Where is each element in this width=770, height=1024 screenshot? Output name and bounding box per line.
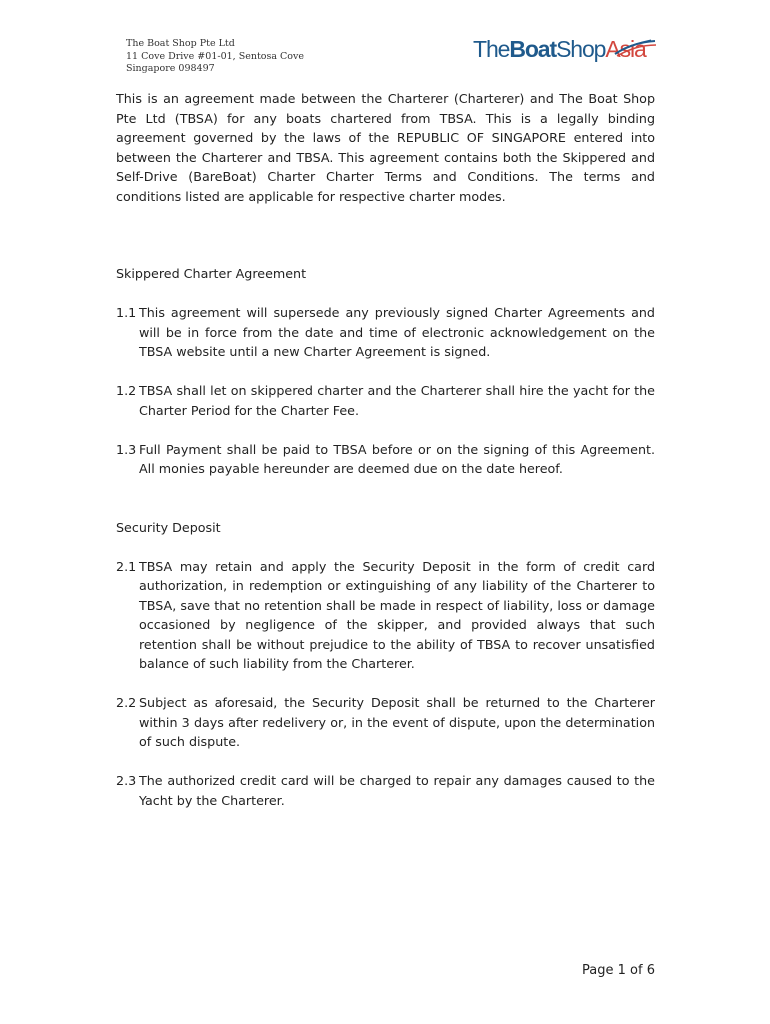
clause-text: TBSA may retain and apply the Security Deposit in the form of credit card authorization, in redemption or extinguishing of any liability of the Charterer to TBSA, save that no retention shall be made in respect of liability, loss or damage occasioned by negligence of the skipper, and provided always that such retention shall be without prejudice to the ability of TBSA to recover unsatisfied balance of such liability from the Charterer. xyxy=(139,558,655,671)
clause-2-2 xyxy=(116,693,655,752)
section-heading-skippered: Skippered Charter Agreement xyxy=(116,266,307,281)
logo-word-shop: Shop xyxy=(556,36,606,62)
clause-number: 1.1 xyxy=(116,305,137,320)
clause-1-2 xyxy=(116,381,655,420)
logo-word-asia: Asia xyxy=(605,36,646,62)
clause-number: 1.3 xyxy=(116,441,137,457)
clause-1-3 xyxy=(116,440,655,479)
agreement-body xyxy=(116,89,655,810)
logo-word-boat: Boat xyxy=(509,36,557,62)
company-address-block xyxy=(126,38,304,76)
clause-2-1 xyxy=(116,557,655,674)
clause-text: Full Payment shall be paid to TBSA before or on the signing of this Agreement. All monies payable hereunder are deemed due on the date hereof. xyxy=(139,441,655,476)
company-logo xyxy=(473,34,659,68)
clause-text: The authorized credit card will be charged to repair any damages caused to the Yacht by the Charterer. xyxy=(139,773,655,808)
intro-paragraph: This is an agreement made between the Charterer (Charterer) and The Boat Shop Pte Ltd (TBSA) for any boats chartered from TBSA. This is a legally binding agreement governed by the laws of the REPUBLIC OF SINGAPORE entered into between the Charterer and TBSA. This agreement contains both the Skippered and Self-Drive (BareBoat) Charter Charter Terms and Conditions. The terms and conditions listed are applicable for respective charter modes. xyxy=(116,91,655,204)
clause-text: This agreement will supersede any previously signed Charter Agreements and will be in force from the date and time of electronic acknowledgement on the TBSA website until a new Charter Agreement is signed. xyxy=(139,305,655,359)
page-number: Page 1 of 6 xyxy=(582,963,655,978)
company-address-line1: 11 Cove Drive #01-01, Sentosa Cove xyxy=(126,50,305,62)
clause-text: TBSA shall let on skippered charter and the Charterer shall hire the yacht for the Charter Period for the Charter Fee. xyxy=(139,383,655,418)
section-heading-security-deposit: Security Deposit xyxy=(116,519,221,535)
company-address-line2: Singapore 098497 xyxy=(126,63,215,74)
clause-1-1 xyxy=(116,303,655,362)
boat-swoosh-icon xyxy=(613,38,657,58)
company-name: The Boat Shop Pte Ltd xyxy=(126,38,235,49)
clause-text: Subject as aforesaid, the Security Deposit shall be returned to the Charterer within 3 days after redelivery or, in the event of dispute, upon the determination of such dispute. xyxy=(139,695,655,749)
clause-number: 2.2 xyxy=(116,695,137,710)
clause-2-3 xyxy=(116,771,655,810)
clause-number: 2.1 xyxy=(116,558,137,574)
logo-word-the: The xyxy=(473,36,510,62)
clause-number: 1.2 xyxy=(116,383,137,398)
clause-number: 2.3 xyxy=(116,773,137,788)
